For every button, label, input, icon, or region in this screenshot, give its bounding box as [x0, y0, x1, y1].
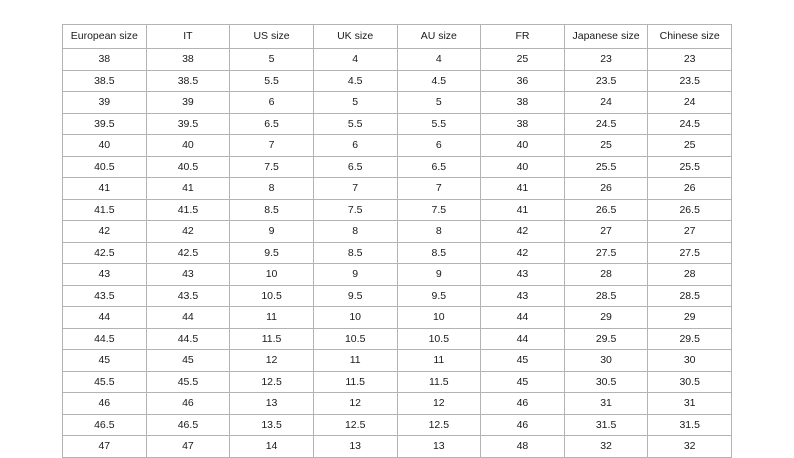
cell-us-size: 9 — [230, 221, 314, 243]
column-header-japanese-size: Japanese size — [564, 25, 648, 49]
cell-chinese-size: 31 — [648, 393, 732, 415]
cell-it: 38.5 — [146, 70, 230, 92]
cell-us-size: 6 — [230, 92, 314, 114]
cell-fr: 40 — [481, 135, 565, 157]
cell-au-size: 6 — [397, 135, 481, 157]
cell-it: 41 — [146, 178, 230, 200]
cell-uk-size: 6.5 — [313, 156, 397, 178]
table-row — [63, 135, 732, 157]
cell-us-size: 5 — [230, 49, 314, 71]
cell-au-size: 13 — [397, 436, 481, 458]
cell-fr: 41 — [481, 199, 565, 221]
cell-au-size: 10 — [397, 307, 481, 329]
cell-chinese-size: 26.5 — [648, 199, 732, 221]
cell-european-size: 39.5 — [63, 113, 147, 135]
cell-chinese-size: 23 — [648, 49, 732, 71]
cell-fr: 25 — [481, 49, 565, 71]
cell-fr: 46 — [481, 393, 565, 415]
table-row — [63, 156, 732, 178]
cell-fr: 44 — [481, 307, 565, 329]
cell-fr: 38 — [481, 92, 565, 114]
cell-au-size: 7 — [397, 178, 481, 200]
cell-japanese-size: 31.5 — [564, 414, 648, 436]
cell-us-size: 8 — [230, 178, 314, 200]
cell-it: 45 — [146, 350, 230, 372]
cell-uk-size: 5 — [313, 92, 397, 114]
cell-chinese-size: 23.5 — [648, 70, 732, 92]
cell-european-size: 45 — [63, 350, 147, 372]
cell-chinese-size: 31.5 — [648, 414, 732, 436]
cell-uk-size: 7 — [313, 178, 397, 200]
cell-fr: 42 — [481, 242, 565, 264]
cell-uk-size: 6 — [313, 135, 397, 157]
column-header-it: IT — [146, 25, 230, 49]
cell-chinese-size: 25 — [648, 135, 732, 157]
cell-au-size: 6.5 — [397, 156, 481, 178]
cell-uk-size: 10 — [313, 307, 397, 329]
cell-european-size: 44 — [63, 307, 147, 329]
cell-japanese-size: 24 — [564, 92, 648, 114]
cell-uk-size: 12.5 — [313, 414, 397, 436]
cell-au-size: 9.5 — [397, 285, 481, 307]
cell-chinese-size: 30 — [648, 350, 732, 372]
cell-au-size: 9 — [397, 264, 481, 286]
cell-au-size: 8.5 — [397, 242, 481, 264]
cell-fr: 43 — [481, 264, 565, 286]
cell-japanese-size: 29.5 — [564, 328, 648, 350]
cell-us-size: 12.5 — [230, 371, 314, 393]
cell-us-size: 10 — [230, 264, 314, 286]
cell-uk-size: 10.5 — [313, 328, 397, 350]
cell-japanese-size: 30 — [564, 350, 648, 372]
cell-it: 39 — [146, 92, 230, 114]
cell-uk-size: 4.5 — [313, 70, 397, 92]
cell-european-size: 45.5 — [63, 371, 147, 393]
cell-japanese-size: 28 — [564, 264, 648, 286]
cell-fr: 36 — [481, 70, 565, 92]
cell-it: 43 — [146, 264, 230, 286]
cell-chinese-size: 24.5 — [648, 113, 732, 135]
cell-au-size: 10.5 — [397, 328, 481, 350]
table-row — [63, 49, 732, 71]
cell-it: 42.5 — [146, 242, 230, 264]
cell-us-size: 8.5 — [230, 199, 314, 221]
cell-au-size: 12 — [397, 393, 481, 415]
cell-european-size: 46 — [63, 393, 147, 415]
cell-us-size: 9.5 — [230, 242, 314, 264]
cell-uk-size: 8.5 — [313, 242, 397, 264]
cell-japanese-size: 32 — [564, 436, 648, 458]
cell-au-size: 5.5 — [397, 113, 481, 135]
cell-uk-size: 9 — [313, 264, 397, 286]
cell-european-size: 42.5 — [63, 242, 147, 264]
table-header-row — [63, 25, 732, 49]
cell-uk-size: 8 — [313, 221, 397, 243]
cell-chinese-size: 28 — [648, 264, 732, 286]
cell-it: 40 — [146, 135, 230, 157]
cell-uk-size: 12 — [313, 393, 397, 415]
cell-european-size: 44.5 — [63, 328, 147, 350]
table-row — [63, 264, 732, 286]
cell-fr: 43 — [481, 285, 565, 307]
cell-uk-size: 7.5 — [313, 199, 397, 221]
cell-european-size: 41.5 — [63, 199, 147, 221]
cell-uk-size: 4 — [313, 49, 397, 71]
size-conversion-table — [62, 24, 732, 458]
cell-japanese-size: 23 — [564, 49, 648, 71]
cell-us-size: 7 — [230, 135, 314, 157]
cell-chinese-size: 29 — [648, 307, 732, 329]
cell-fr: 45 — [481, 371, 565, 393]
cell-european-size: 47 — [63, 436, 147, 458]
cell-us-size: 14 — [230, 436, 314, 458]
cell-us-size: 13 — [230, 393, 314, 415]
cell-european-size: 39 — [63, 92, 147, 114]
cell-au-size: 8 — [397, 221, 481, 243]
cell-it: 39.5 — [146, 113, 230, 135]
cell-japanese-size: 24.5 — [564, 113, 648, 135]
table-row — [63, 92, 732, 114]
cell-fr: 38 — [481, 113, 565, 135]
table-row — [63, 371, 732, 393]
column-header-chinese-size: Chinese size — [648, 25, 732, 49]
cell-uk-size: 9.5 — [313, 285, 397, 307]
cell-chinese-size: 27 — [648, 221, 732, 243]
cell-us-size: 11.5 — [230, 328, 314, 350]
cell-chinese-size: 27.5 — [648, 242, 732, 264]
table-row — [63, 242, 732, 264]
cell-japanese-size: 25 — [564, 135, 648, 157]
cell-au-size: 7.5 — [397, 199, 481, 221]
cell-japanese-size: 27.5 — [564, 242, 648, 264]
cell-european-size: 40 — [63, 135, 147, 157]
cell-uk-size: 13 — [313, 436, 397, 458]
cell-us-size: 11 — [230, 307, 314, 329]
cell-au-size: 12.5 — [397, 414, 481, 436]
table-row — [63, 113, 732, 135]
cell-it: 45.5 — [146, 371, 230, 393]
column-header-european-size: European size — [63, 25, 147, 49]
cell-fr: 42 — [481, 221, 565, 243]
cell-uk-size: 5.5 — [313, 113, 397, 135]
cell-fr: 41 — [481, 178, 565, 200]
cell-it: 46 — [146, 393, 230, 415]
table-row — [63, 414, 732, 436]
cell-it: 38 — [146, 49, 230, 71]
cell-japanese-size: 29 — [564, 307, 648, 329]
table-row — [63, 393, 732, 415]
table-row — [63, 436, 732, 458]
cell-fr: 44 — [481, 328, 565, 350]
cell-european-size: 38 — [63, 49, 147, 71]
cell-european-size: 40.5 — [63, 156, 147, 178]
cell-au-size: 5 — [397, 92, 481, 114]
cell-it: 46.5 — [146, 414, 230, 436]
cell-japanese-size: 30.5 — [564, 371, 648, 393]
cell-it: 44.5 — [146, 328, 230, 350]
cell-japanese-size: 26 — [564, 178, 648, 200]
table-row — [63, 285, 732, 307]
cell-us-size: 12 — [230, 350, 314, 372]
cell-japanese-size: 31 — [564, 393, 648, 415]
cell-chinese-size: 28.5 — [648, 285, 732, 307]
column-header-us-size: US size — [230, 25, 314, 49]
cell-european-size: 46.5 — [63, 414, 147, 436]
table-row — [63, 178, 732, 200]
cell-us-size: 6.5 — [230, 113, 314, 135]
cell-japanese-size: 27 — [564, 221, 648, 243]
cell-uk-size: 11.5 — [313, 371, 397, 393]
table-header — [63, 25, 732, 49]
size-conversion-table-container — [62, 24, 732, 458]
cell-european-size: 43 — [63, 264, 147, 286]
cell-us-size: 7.5 — [230, 156, 314, 178]
table-row — [63, 328, 732, 350]
table-row — [63, 70, 732, 92]
cell-it: 40.5 — [146, 156, 230, 178]
column-header-uk-size: UK size — [313, 25, 397, 49]
cell-au-size: 11 — [397, 350, 481, 372]
cell-chinese-size: 32 — [648, 436, 732, 458]
cell-chinese-size: 24 — [648, 92, 732, 114]
cell-us-size: 13.5 — [230, 414, 314, 436]
cell-chinese-size: 30.5 — [648, 371, 732, 393]
table-body — [63, 49, 732, 458]
cell-au-size: 11.5 — [397, 371, 481, 393]
cell-fr: 40 — [481, 156, 565, 178]
cell-fr: 45 — [481, 350, 565, 372]
cell-chinese-size: 26 — [648, 178, 732, 200]
cell-au-size: 4.5 — [397, 70, 481, 92]
table-row — [63, 350, 732, 372]
cell-au-size: 4 — [397, 49, 481, 71]
cell-us-size: 5.5 — [230, 70, 314, 92]
cell-chinese-size: 25.5 — [648, 156, 732, 178]
cell-european-size: 41 — [63, 178, 147, 200]
cell-fr: 46 — [481, 414, 565, 436]
cell-chinese-size: 29.5 — [648, 328, 732, 350]
table-row — [63, 307, 732, 329]
column-header-fr: FR — [481, 25, 565, 49]
cell-us-size: 10.5 — [230, 285, 314, 307]
cell-it: 44 — [146, 307, 230, 329]
cell-european-size: 42 — [63, 221, 147, 243]
cell-japanese-size: 25.5 — [564, 156, 648, 178]
table-row — [63, 221, 732, 243]
cell-fr: 48 — [481, 436, 565, 458]
cell-uk-size: 11 — [313, 350, 397, 372]
cell-it: 47 — [146, 436, 230, 458]
cell-it: 41.5 — [146, 199, 230, 221]
cell-it: 42 — [146, 221, 230, 243]
cell-japanese-size: 28.5 — [564, 285, 648, 307]
cell-european-size: 38.5 — [63, 70, 147, 92]
cell-it: 43.5 — [146, 285, 230, 307]
table-row — [63, 199, 732, 221]
column-header-au-size: AU size — [397, 25, 481, 49]
cell-japanese-size: 23.5 — [564, 70, 648, 92]
cell-european-size: 43.5 — [63, 285, 147, 307]
cell-japanese-size: 26.5 — [564, 199, 648, 221]
